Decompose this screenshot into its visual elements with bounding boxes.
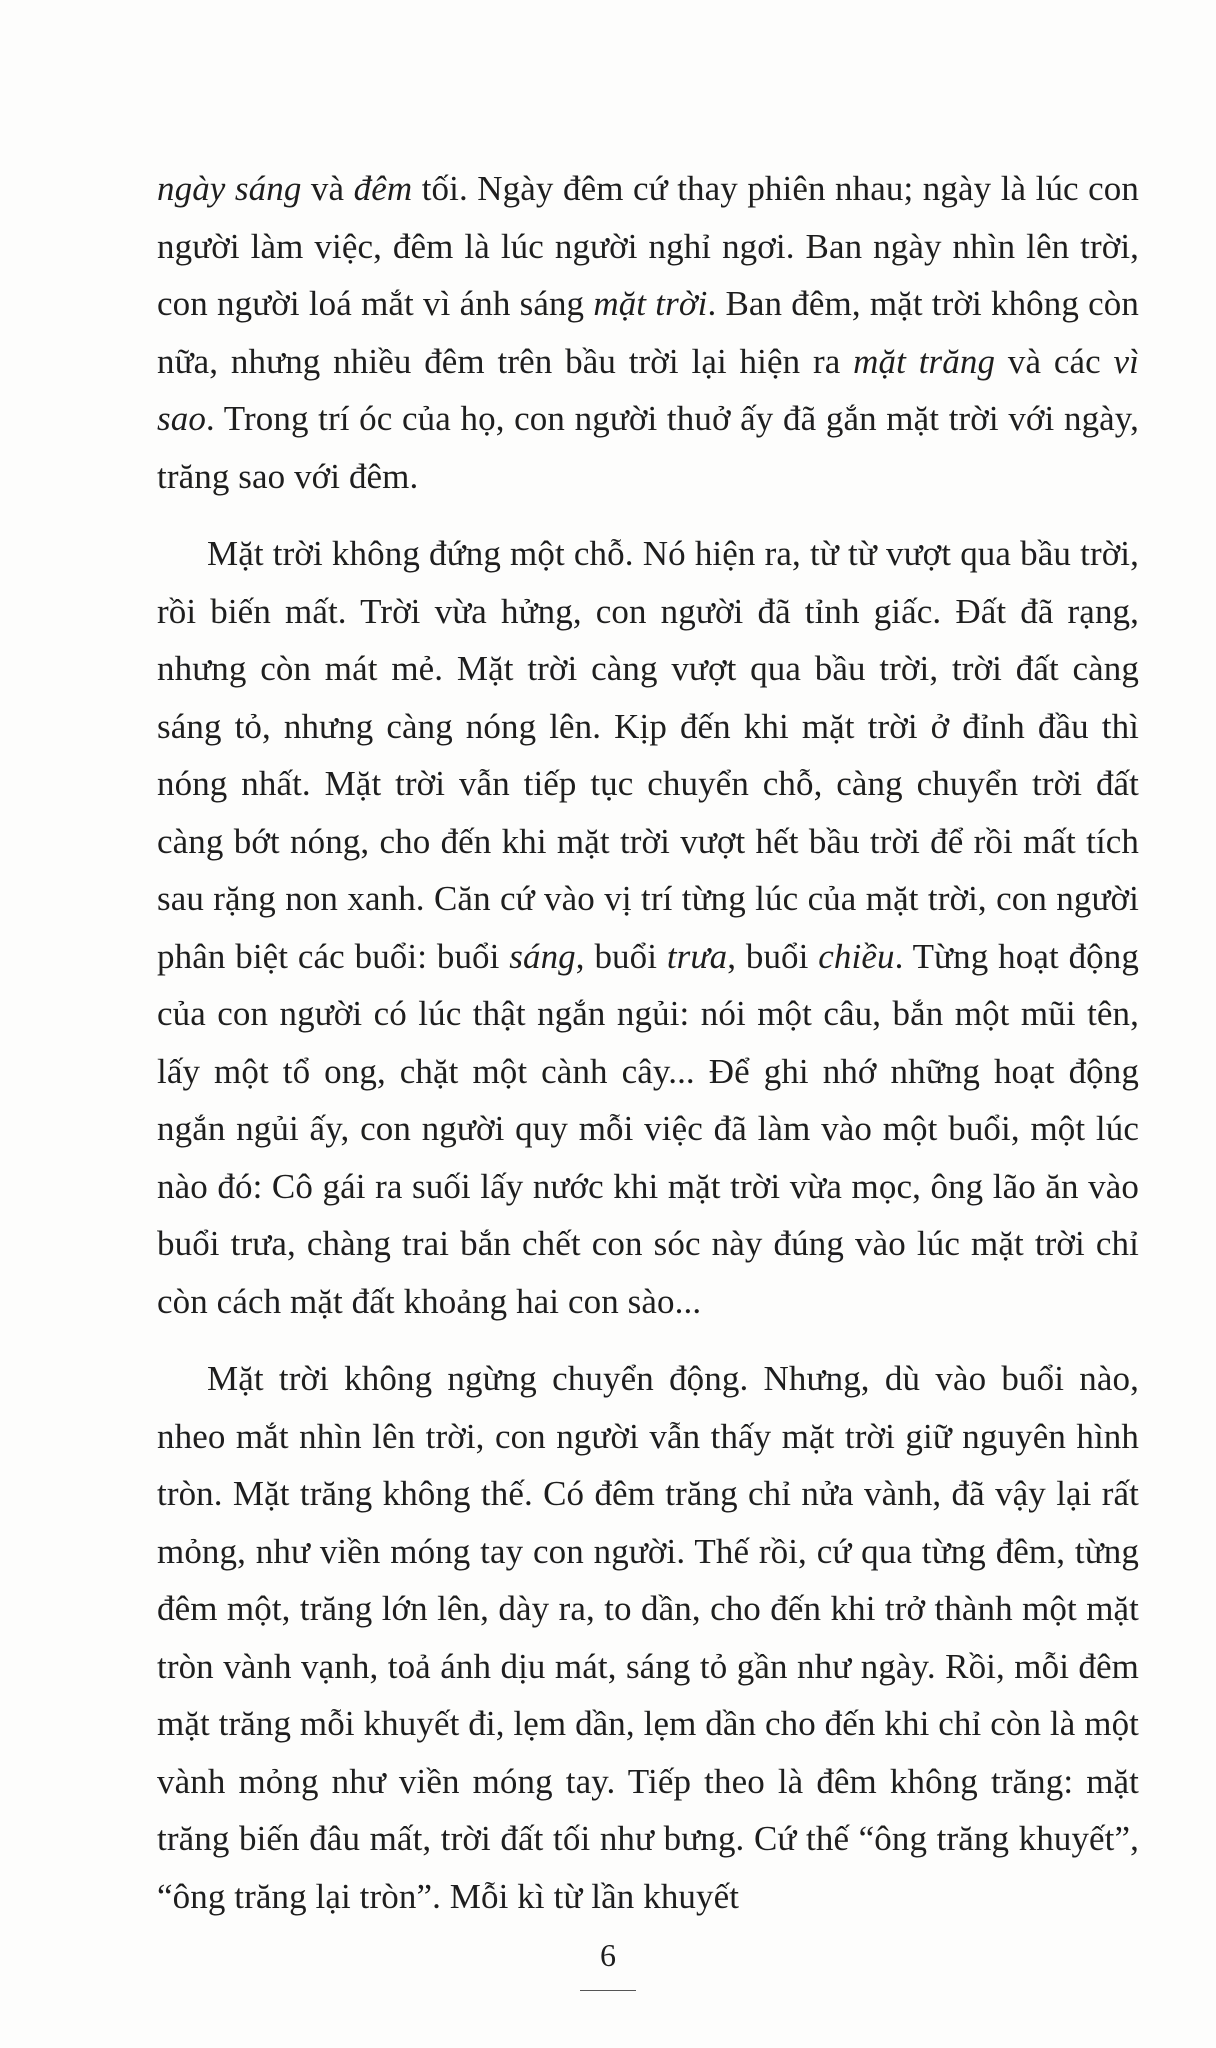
text-run: . Từng hoạt động của con người có lúc thật ngắn ngủi: nói một câu, bắn một mũi tên, lấy một tổ ong, chặt một cành cây... Để ghi nhớ những hoạt động ngắn ngủi ấy, con người quy mỗi việc đã làm vào một buổi, một lúc nào đó: Cô gái ra suối lấy nước khi mặt trời vừa mọc, ông lão ăn vào buổi trưa, chàng trai bắn chết con sóc này đúng vào lúc mặt trời chỉ còn cách mặt đất khoảng hai con sào... — [157, 936, 1139, 1321]
italic-term: mặt trăng — [853, 341, 996, 381]
italic-term: ngày sáng — [157, 169, 302, 208]
text-run: , buổi — [727, 936, 819, 976]
text-run: . Trong trí óc của họ, con người thuở ấy đã gắn mặt trời với ngày, trăng sao với đêm. — [157, 399, 1139, 496]
italic-term: đêm — [353, 169, 413, 208]
italic-term: sáng — [509, 936, 576, 976]
page-number: 6 — [600, 1937, 616, 1973]
paragraph-1 — [157, 160, 1139, 505]
text-run: . Ban đêm, mặt trời không còn nữa, nhưng nhiều đêm trên bầu trời lại hiện ra — [157, 284, 1139, 381]
italic-term: mặt trời — [593, 284, 708, 323]
text-run: Mặt trời không đứng một chỗ. Nó hiện ra, từ từ vượt qua bầu trời, rồi biến mất. Trời vừa hửng, con người đã tỉnh giấc. Đất đã rạng, nhưng còn mát mẻ. Mặt trời càng vượt qua bầu trời, trời đất càng sáng tỏ, nhưng càng nóng lên. Kịp đến khi mặt trời ở đỉnh đầu thì nóng nhất. Mặt trời vẫn tiếp tục chuyển chỗ, càng chuyển trời đất càng bớt nóng, cho đến khi mặt trời vượt hết bầu trời để rồi mất tích sau rặng non xanh. Căn cứ vào vị trí từng lúc của mặt trời, con người phân biệt các buổi: buổi — [157, 534, 1139, 976]
italic-term: chiều — [818, 936, 895, 976]
italic-term: trưa — [666, 936, 728, 976]
text-run: , buổi — [575, 936, 667, 976]
text-run: Mặt trời không ngừng chuyển động. Nhưng, dù vào buổi nào, nheo mắt nhìn lên trời, con người vẫn thấy mặt trời giữ nguyên hình tròn. Mặt trăng không thế. Có đêm trăng chỉ nửa vành, đã vậy lại rất mỏng, như viền móng tay con người. Thế rồi, cứ qua từng đêm, từng đêm một, trăng lớn lên, dày ra, to dần, cho đến khi trở thành một mặt tròn vành vạnh, toả ánh dịu mát, sáng tỏ gần như ngày. Rồi, mỗi đêm mặt trăng mỗi khuyết đi, lẹm dần, lẹm dần cho đến khi chỉ còn là một vành mỏng như viền móng tay. Tiếp theo là đêm không trăng: mặt trăng biến đâu mất, trời đất tối như bưng. Cứ thế “ông trăng khuyết”, “ông trăng lại tròn”. Mỗi kì từ lần khuyết — [157, 1359, 1139, 1916]
paragraph-2 — [157, 525, 1139, 1330]
body-text — [157, 160, 1139, 1925]
paragraph-3 — [157, 1350, 1139, 1925]
text-run: tối. Ngày đêm cứ thay phiên nhau; ngày là lúc con người làm việc, đêm là lúc người nghỉ ngơi. Ban ngày nhìn lên trời, con người loá mắt vì ánh sáng — [157, 169, 1139, 323]
page-number-underline — [580, 1990, 636, 1991]
text-run: và — [301, 169, 354, 208]
text-run: và các — [995, 341, 1114, 381]
italic-term: vì sao — [157, 341, 1139, 438]
